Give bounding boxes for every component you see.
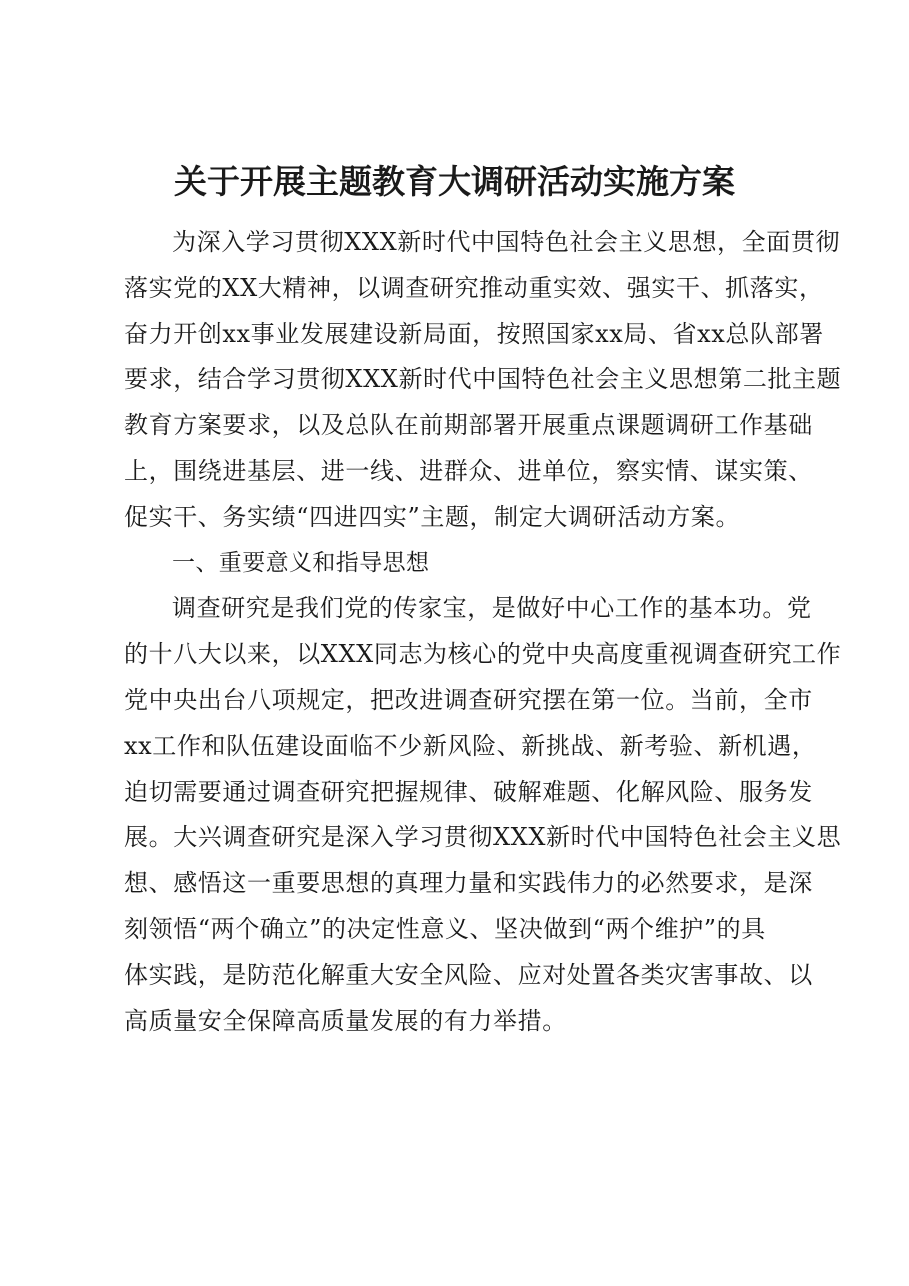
paragraph-line: 刻领悟“两个确立”的决定性意义、坚决做到“两个维护”的具 <box>124 914 766 943</box>
paragraph-significance <box>124 586 842 1044</box>
paragraph-line: 体实践，是防范化解重大安全风险、应对处置各类灾害事故、以 <box>124 960 813 989</box>
paragraph-line: 的十八大以来，以XXX同志为核心的党中央高度重视调查研究工作 <box>124 640 842 669</box>
paragraph-line: 上，围绕进基层、进一线、进群众、进单位，察实情、谋实策、 <box>124 456 813 485</box>
paragraph-intro <box>124 220 842 541</box>
paragraph-line: 党中央出台八项规定，把改进调查研究摆在第一位。当前，全市 <box>124 685 813 714</box>
paragraph-line: xx工作和队伍建设面临不少新风险、新挑战、新考验、新机遇， <box>124 731 817 760</box>
paragraph-line: 高质量安全保障高质量发展的有力举措。 <box>124 1006 567 1035</box>
paragraph-line: 促实干、务实绩“四进四实”主题，制定大调研活动方案。 <box>124 502 741 531</box>
section-heading: 一、重要意义和指导思想 <box>172 549 430 576</box>
paragraph-line: 教育方案要求，以及总队在前期部署开展重点课题调研工作基础 <box>124 411 813 440</box>
paragraph-line: 迫切需要通过调查研究把握规律、破解难题、化解风险、服务发 <box>124 777 813 806</box>
paragraph-line: 调查研究是我们党的传家宝，是做好中心工作的基本功。党 <box>172 594 812 623</box>
paragraph-line: 为深入学习贯彻XXX新时代中国特色社会主义思想，全面贯彻 <box>172 228 841 256</box>
document-title: 关于开展主题教育大调研活动实施方案 <box>174 162 735 201</box>
paragraph-line: 落实党的XX大精神，以调查研究推动重实效、强实干、抓落实， <box>124 273 824 302</box>
document-body <box>124 220 842 1044</box>
paragraph-line: 展。大兴调查研究是深入学习贯彻XXX新时代中国特色社会主义思 <box>124 823 842 852</box>
paragraph-line: 想、感悟这一重要思想的真理力量和实践伟力的必然要求，是深 <box>124 869 813 898</box>
paragraph-line: 奋力开创xx事业发展建设新局面，按照国家xx局、省xx总队部署 <box>124 319 824 348</box>
paragraph-line: 要求，结合学习贯彻XXX新时代中国特色社会主义思想第二批主题 <box>124 365 842 394</box>
